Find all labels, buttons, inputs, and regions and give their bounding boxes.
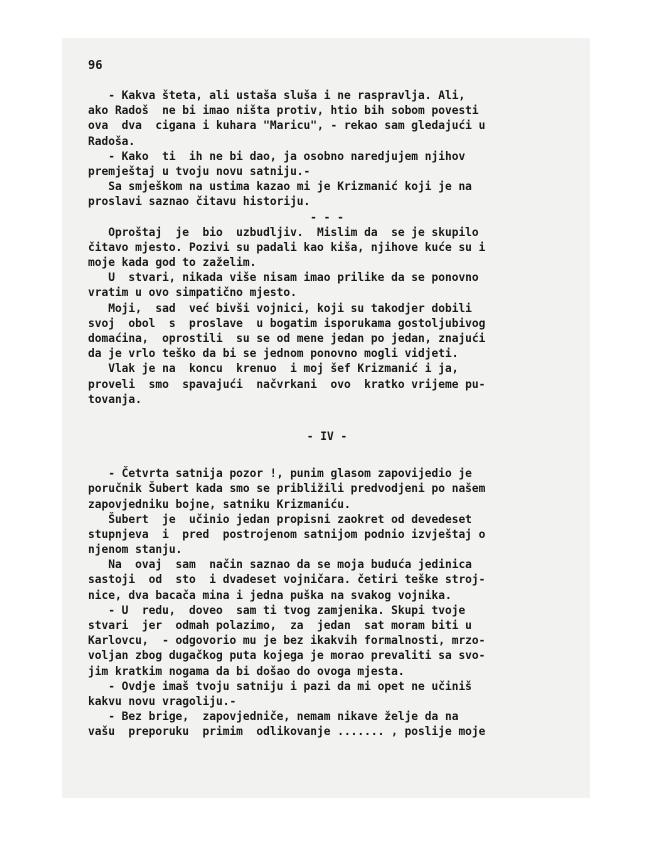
text-line: - Bez brige, zapovjedniče, nemam nikave želje da na xyxy=(88,710,459,724)
text-line: - Kakva šteta, ali ustaša sluša i ne raspravlja. Ali, xyxy=(88,89,466,102)
text-line: Radoša. xyxy=(88,134,136,148)
text-line: da je vrlo teško da bi se jednom ponovno mogli vidjeti. xyxy=(88,347,459,361)
text-line: - U redu, doveo sam ti tvog zamjenika. Skupi tvoje xyxy=(88,603,466,617)
paragraph-block-1 xyxy=(88,88,566,210)
text-line: svoj obol s proslave u bogatim isporukama gostoljubivog xyxy=(88,316,486,330)
text-line: moje kada god to zaželim. xyxy=(88,256,257,270)
text-line: - Četvrta satnija pozor !, punim glasom zapovijedio je xyxy=(88,467,472,481)
separator: - - - xyxy=(310,210,344,224)
text-line: Vlak je na koncu krenuo i moj šef Krizmanić i ja, xyxy=(88,362,459,376)
section-heading: - IV - xyxy=(306,429,348,443)
text-line: domaćina, oprostili su se od mene jedan po jedan, znajući xyxy=(88,332,486,345)
page-body xyxy=(88,88,566,740)
text-line: nice, dva bacača mina i jedna puška na svakog vojnika. xyxy=(88,588,452,602)
text-line: kakvu novu vragoliju.- xyxy=(88,694,237,708)
text-line: premještaj u tvoju novu satniju.- xyxy=(88,164,311,178)
text-line: voljan zbog dugačkog puta kojega je morao prevaliti sa svo- xyxy=(88,649,486,663)
text-line: stupnjeva i pred postrojenom satnijom podnio izvještaj o xyxy=(88,527,486,541)
text-line: vašu preporuku primim odlikovanje ....... , poslije moje xyxy=(88,725,486,739)
paragraph-block-2 xyxy=(88,225,566,407)
text-line: ako Radoš ne bi imao ništa protiv, htio bih sobom povesti xyxy=(88,104,479,118)
text-line: Šubert je učinio jedan propisni zaokret od devedeset xyxy=(88,512,472,526)
text-line: - Kako ti ih ne bi dao, ja osobno naredjujem njihov xyxy=(88,149,466,163)
text-line: vratim u ovo simpatično mjesto. xyxy=(88,286,297,300)
text-line: njenom stanju. xyxy=(88,543,183,557)
text-line: Moji, sad već bivši vojnici, koji su takodjer dobili xyxy=(88,301,472,315)
page-number: 96 xyxy=(88,58,103,72)
text-line: ova dva cigana i kuhara "Maricu", - rekao sam gledajući u xyxy=(88,119,486,133)
text-line: stvari jer odmah polazimo, za jedan sat moram biti u xyxy=(88,619,472,632)
text-line: proveli smo spavajući načvrkani ovo kratko vrijeme pu- xyxy=(88,377,486,391)
text-line: čitavo mjesto. Pozivi su padali kao kiša, njihove kuće su i xyxy=(88,240,486,254)
paragraph-block-3 xyxy=(88,466,566,739)
text-line: zapovjedniku bojne, satniku Krizmaniću. xyxy=(88,497,351,511)
text-line: - Ovdje imaš tvoju satniju i pazi da mi opet ne učiniš xyxy=(88,679,472,693)
text-line: Oproštaj je bio uzbudljiv. Mislim da se je skupilo xyxy=(88,225,479,239)
text-line: Na ovaj sam način saznao da se moja buduća jedinica xyxy=(88,558,472,572)
text-line: poručnik Šubert kada smo se približili predvodjeni po našem xyxy=(88,482,486,496)
text-line: Sa smješkom na ustima kazao mi je Krizmanić koji je na xyxy=(88,180,472,194)
text-line: U stvari, nikada više nisam imao prilike da se ponovno xyxy=(88,271,479,285)
text-line: jim kratkim nogama da bi došao do ovoga mjesta. xyxy=(88,664,405,678)
text-line: tovanja. xyxy=(88,392,142,406)
text-line: proslavi saznao čitavu historiju. xyxy=(88,195,311,209)
text-line: Karlovcu, - odgovorio mu je bez ikakvih formalnosti, mrzo- xyxy=(88,634,486,648)
text-line: sastoji od sto i dvadeset vojničara. četiri teške stroj- xyxy=(88,573,486,587)
